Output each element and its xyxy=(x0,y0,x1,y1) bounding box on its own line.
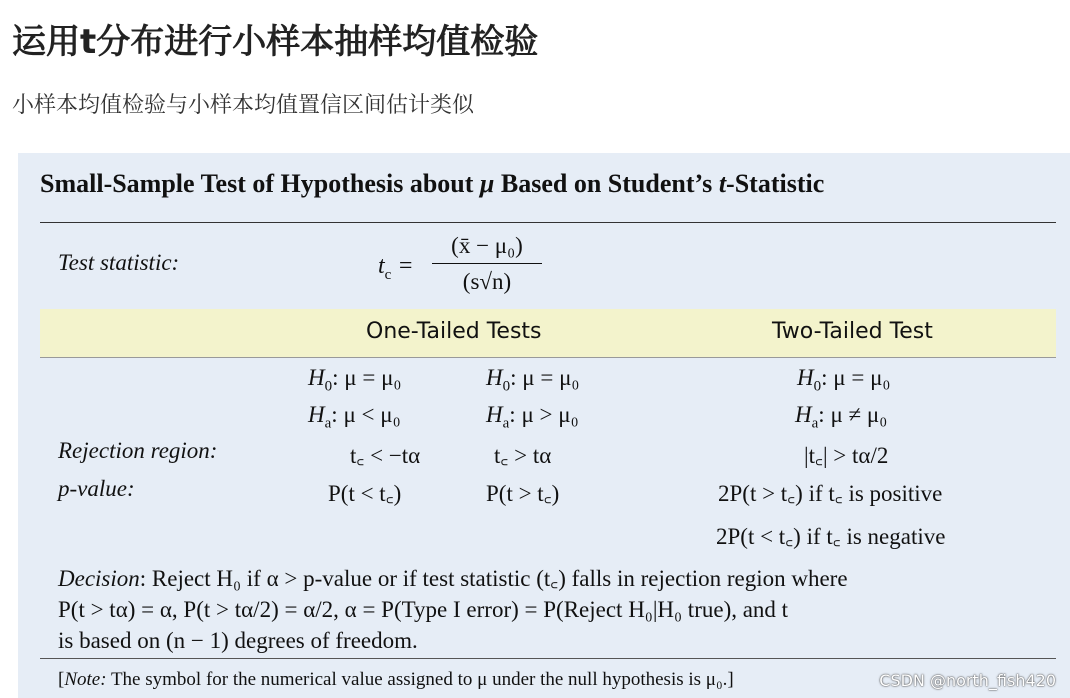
p-value-label: p-value: xyxy=(58,476,135,501)
ha-two: $H_a$: μ ≠ μ₀ xyxy=(795,402,888,432)
decision-line-1: Decision: Reject H₀ if α > p-value or if test statistic (t꜀) falls in rejection region where xyxy=(58,566,848,591)
heading-mu: μ xyxy=(479,169,495,198)
two-tailed-header: Two-Tailed Test xyxy=(772,319,933,344)
h0-lower: $H_0$: μ = μ₀ xyxy=(308,365,402,395)
test-statistic-formula xyxy=(378,229,578,301)
decision-rule xyxy=(58,563,1048,656)
one-tailed-header: One-Tailed Tests xyxy=(366,319,542,344)
csdn-watermark: CSDN @north_fish420 xyxy=(879,671,1056,690)
heading-rule xyxy=(40,222,1056,223)
rejection-two: |t꜀| > tα/2 xyxy=(804,443,889,468)
ha-upper: $H_a$: μ > μ₀ xyxy=(486,402,579,432)
rejection-lower: t꜀ < −tα xyxy=(350,443,421,468)
h0-upper: $H_0$: μ = μ₀ xyxy=(486,365,580,395)
figure-note: [Note: The symbol for the numerical value assigned to μ under the null hypothesis is μ₀.] xyxy=(58,669,734,690)
page-title: 运用t分布进行小样本抽样均值检验 xyxy=(12,22,539,62)
formula-denominator: (s√n) xyxy=(462,269,512,294)
pvalue-lower: P(t < t꜀) xyxy=(328,481,402,506)
pvalue-upper: P(t > t꜀) xyxy=(486,481,560,506)
decision-line-2: P(t > tα) = α, P(t > tα/2) = α/2, α = P(Type I error) = P(Reject H₀|H₀ true), and t xyxy=(58,597,789,622)
hypothesis-test-figure xyxy=(18,153,1070,698)
page-subtitle: 小样本均值检验与小样本均值置信区间估计类似 xyxy=(12,93,475,118)
heading-t: t xyxy=(718,169,727,198)
formula-lhs: $t_c$ = xyxy=(378,253,414,283)
formula-fraction xyxy=(432,229,542,298)
ha-lower: $H_a$: μ < μ₀ xyxy=(308,402,401,432)
pvalue-two-negative: 2P(t < t꜀) if t꜀ is negative xyxy=(716,524,946,549)
figure-heading: Small-Sample Test of Hypothesis about μ Based on Student’s t-Statistic xyxy=(40,169,825,198)
tests-header-band xyxy=(40,309,1056,358)
note-rule xyxy=(40,658,1056,659)
decision-line-3: is based on (n − 1) degrees of freedom. xyxy=(58,628,418,653)
formula-numerator: (x̄ − μ₀) xyxy=(451,233,523,258)
h0-two: $H_0$: μ = μ₀ xyxy=(797,365,891,395)
pvalue-two-positive: 2P(t > t꜀) if t꜀ is positive xyxy=(718,481,943,506)
rejection-upper: t꜀ > tα xyxy=(494,443,552,468)
rejection-region-label: Rejection region: xyxy=(58,438,218,463)
test-statistic-label: Test statistic: xyxy=(58,250,180,275)
